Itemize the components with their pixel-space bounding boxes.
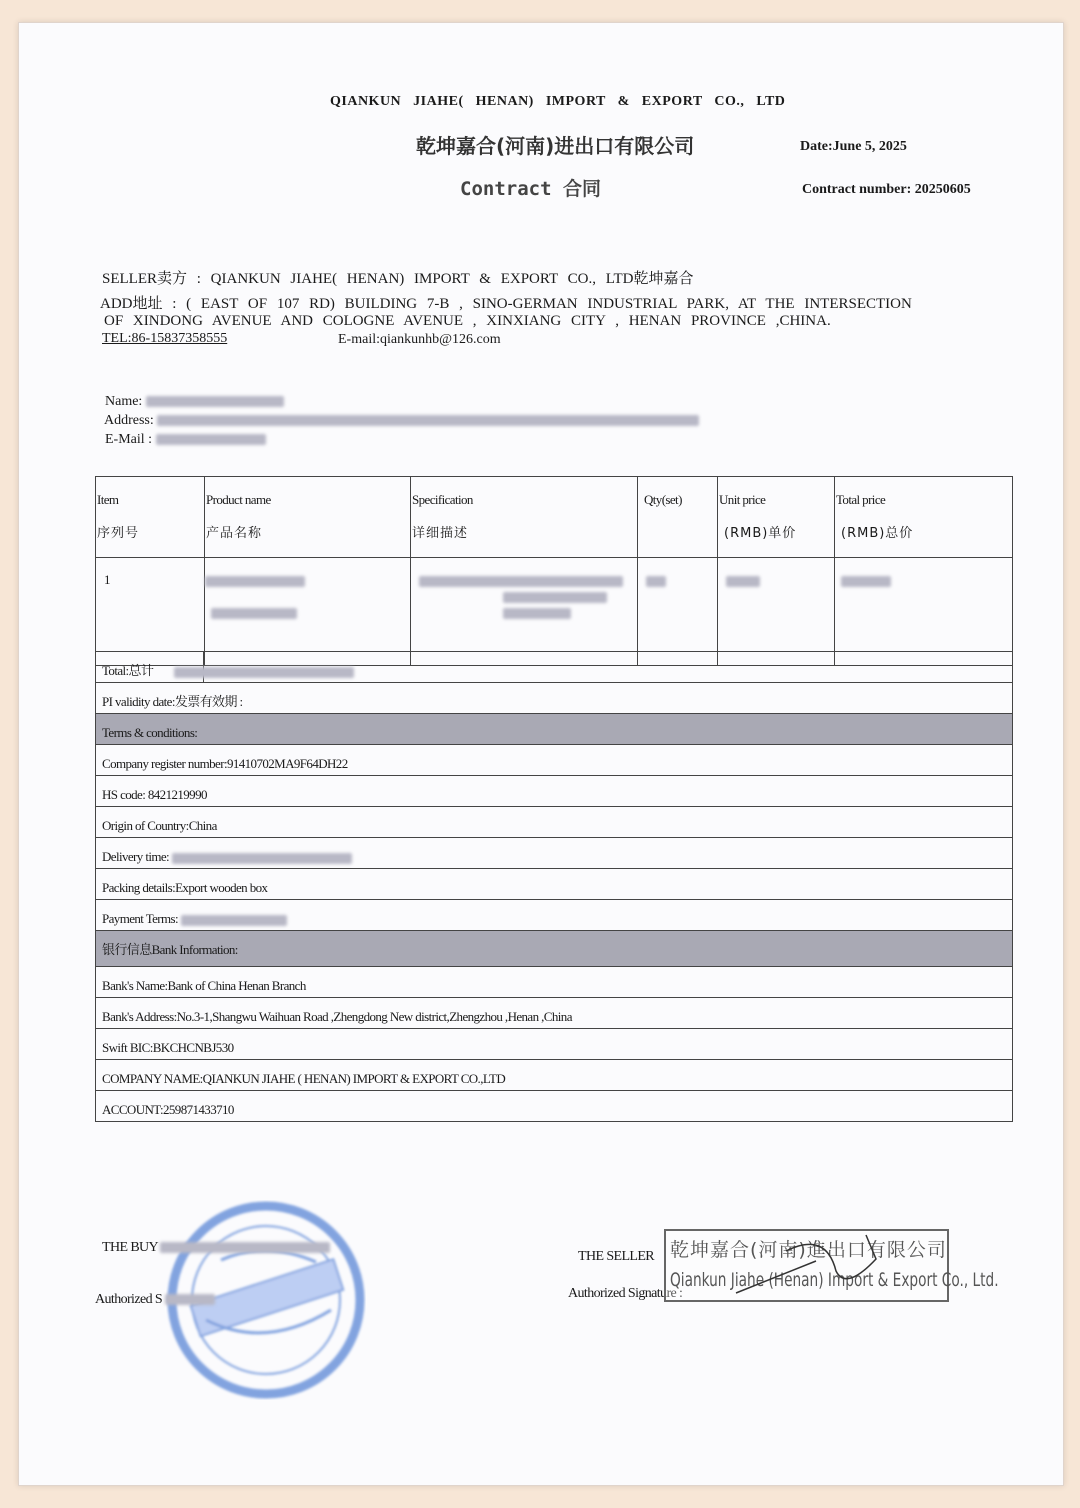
seller-stamp-cn: 乾坤嘉合(河南)進出口有限公司 — [670, 1239, 947, 1261]
row-item-number: 1 — [104, 572, 110, 587]
row-total-price-cell — [835, 558, 1013, 666]
header-cell-item — [96, 477, 205, 558]
account-row: ACCOUNT:259871433710 — [96, 1090, 1012, 1121]
seller-address-line2: OF XINDONG AVENUE AND COLOGNE AVENUE , XINXIANG CITY , HENAN PROVINCE ,CHINA. — [104, 313, 831, 329]
buyer-name-label: Name: — [105, 394, 143, 409]
row-spec-cell — [411, 558, 638, 666]
bank-address-row: Bank's Address:No.3-1,Shangwu Waihuan Road ,Zhengdong New district,Zhengzhou ,Henan ,China — [96, 997, 1012, 1028]
header-en: Specification — [412, 492, 473, 507]
header-cn: 产品名称 — [206, 526, 263, 541]
company-name-cn: 乾坤嘉合(河南)进出口有限公司 — [416, 134, 695, 158]
total-row — [96, 651, 1012, 682]
payment-label: Payment Terms: — [102, 911, 179, 926]
header-cell-total-price — [835, 477, 1013, 558]
seller-line: SELLER卖方 : QIANKUN JIAHE( HENAN) IMPORT & EXPORT CO., LTD乾坤嘉合 — [102, 271, 694, 287]
seller-handwritten-signature-icon — [666, 1231, 947, 1300]
delivery-label: Delivery time: — [102, 849, 170, 864]
buyer-signature-label — [95, 1292, 215, 1308]
header-cell-qty — [638, 477, 718, 558]
redacted-buyer-sig — [160, 1242, 330, 1253]
packing-row: Packing details:Export wooden box — [96, 868, 1012, 899]
hs-code-row: HS code: 8421219990 — [96, 775, 1012, 806]
header-cell-product — [205, 477, 411, 558]
buyer-name — [105, 394, 284, 410]
redacted-delivery — [172, 853, 352, 864]
redacted-buyer-name — [146, 396, 284, 407]
seller-email: E-mail:qiankunhb@126.com — [338, 332, 501, 347]
redacted-total — [174, 667, 354, 678]
header-en: Total price — [836, 492, 886, 507]
total-label: Total:总计 — [102, 663, 154, 678]
redacted-unit-price — [726, 576, 760, 587]
redacted-qty — [646, 576, 666, 587]
pi-validity-row: PI validity date:发票有效期 : — [96, 682, 1012, 713]
row-unit-price-cell — [718, 558, 835, 666]
redacted-spec — [503, 592, 607, 603]
delivery-row — [96, 837, 1012, 868]
redacted-total-price — [841, 576, 891, 587]
row-qty-cell — [638, 558, 718, 666]
swift-row: Swift BIC:BKCHCNBJ530 — [96, 1028, 1012, 1059]
buyer-address — [104, 413, 699, 429]
bank-name-row: Bank's Name:Bank of China Henan Branch — [96, 966, 1012, 997]
table-row — [96, 558, 1013, 666]
header-en: Product name — [206, 492, 271, 507]
company-name-en: QIANKUN JIAHE( HENAN) IMPORT & EXPORT CO., LTD — [330, 94, 786, 109]
header-cn: 详细描述 — [412, 526, 469, 541]
seller-stamp-en: Qiankun Jiahe (Henan) Import & Export Co., Ltd. — [670, 1269, 999, 1291]
buyer-email-label: E-Mail : — [105, 432, 153, 447]
payment-row — [96, 899, 1012, 930]
redacted-product — [211, 608, 297, 619]
buyer-address-label: Address: — [104, 413, 154, 428]
redacted-buyer-address — [157, 415, 699, 426]
row-item-cell — [96, 558, 205, 666]
redacted-spec — [419, 576, 623, 587]
seller-address-line1: ADD地址 : ( EAST OF 107 RD) BUILDING 7-B , SINO-GERMAN INDUSTRIAL PARK, AT THE INTERSECTION — [100, 296, 912, 312]
seller-label: THE SELLER — [578, 1249, 655, 1264]
redacted-buyer-email — [156, 434, 266, 445]
header-en: Item — [97, 492, 119, 507]
redacted-buyer-sig — [165, 1294, 215, 1305]
header-cn: (RMB)单价 — [724, 526, 797, 541]
header-en: Unit price — [719, 492, 766, 507]
row-product-cell — [205, 558, 411, 666]
redacted-spec — [503, 608, 571, 619]
document-title: Contract 合同 — [460, 178, 601, 200]
bank-heading-row: 银行信息Bank Information: — [96, 930, 1012, 966]
header-en: Qty(set) — [644, 492, 682, 507]
header-cn: 序列号 — [97, 526, 140, 541]
buyer-label-text: THE BUY — [102, 1240, 158, 1255]
table-header-row — [96, 477, 1013, 558]
terms-heading-row: Terms & conditions: — [96, 713, 1012, 744]
contract-date: Date:June 5, 2025 — [800, 139, 907, 154]
seller-signature-label: Authorized Signature : — [568, 1286, 683, 1301]
redacted-product — [205, 576, 305, 587]
origin-row: Origin of Country:China — [96, 806, 1012, 837]
company-name-row: COMPANY NAME:QIANKUN JIAHE ( HENAN) IMPORT & EXPORT CO.,LTD — [96, 1059, 1012, 1090]
buyer-sig-text: Authorized S — [95, 1292, 163, 1307]
terms-block — [95, 651, 1013, 1122]
header-cell-spec — [411, 477, 638, 558]
buyer-label — [102, 1240, 330, 1256]
seller-stamp-icon — [664, 1229, 999, 1302]
header-cn: (RMB)总价 — [841, 526, 914, 541]
seller-tel: TEL:86-15837358555 — [102, 331, 228, 346]
contract-number: Contract number: 20250605 — [802, 182, 971, 197]
items-table — [95, 476, 1013, 666]
buyer-email — [105, 432, 266, 448]
header-cell-unit-price — [718, 477, 835, 558]
redacted-payment — [181, 915, 287, 926]
company-register-row: Company register number:91410702MA9F64DH22 — [96, 744, 1012, 775]
